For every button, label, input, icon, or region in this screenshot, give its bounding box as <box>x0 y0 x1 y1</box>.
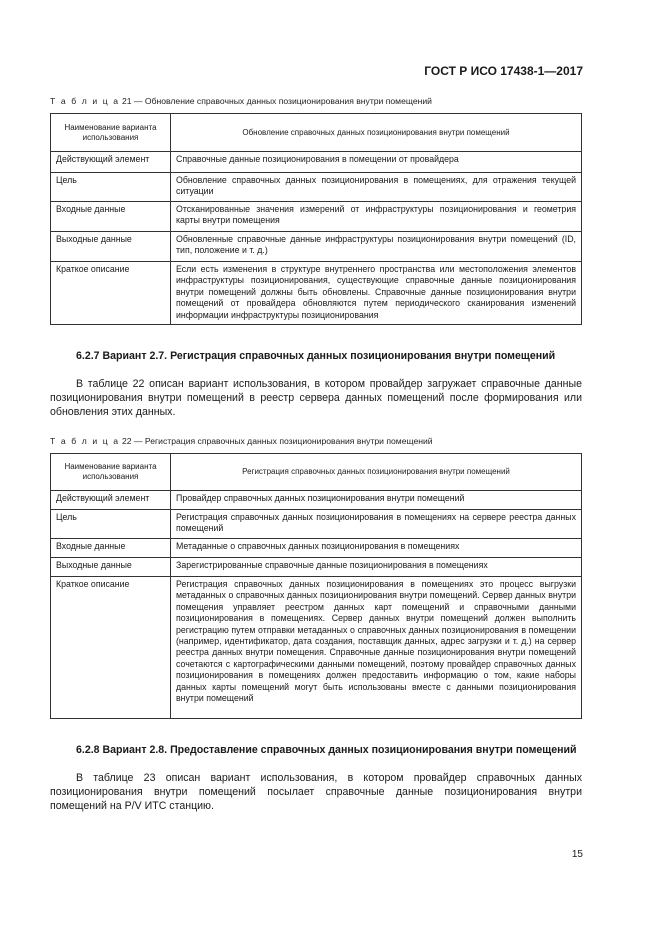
row-value: Регистрация справочных данных позиционирования в помещениях это процесс выгрузки метаданных о справочных данных позиционирования внутри помещений. Сервер данных внутри помещения управляет реестром данных карт помещений и справочными данными позиционирования в помещениях. Сервер данных внутри помещений должен выполнить регистрацию путем отправки метаданных о справочных данных позиционирования в помещении (например, идентификатор, дата создания, поставщик данных, адрес загрузки и т. д.) на сервер реестра данных внутри помещения. Справочные данные позиционирования внутри помещений сочетаются с картографическими данными помещений, поэтому провайдер справочных данных позиционирования в помещениях должен предоставить информацию о том, какие наборы данных карты помещений могут быть использованы вместе с данными позиционирования внутри помещений <box>171 577 582 719</box>
table-22 <box>50 453 582 719</box>
table-row <box>51 577 582 719</box>
table-row <box>51 262 582 325</box>
table-21-caption-prefix: Т а б л и ц а <box>50 96 120 106</box>
section-6-2-7-heading: 6.2.7 Вариант 2.7. Регистрация справочных данных позиционирования внутри помещений <box>76 350 556 362</box>
table-21 <box>50 113 582 325</box>
table-22-caption-text: 22 — Регистрация справочных данных позиционирования внутри помещений <box>119 436 433 446</box>
row-value: Метаданные о справочных данных позиционирования в помещениях <box>171 539 582 558</box>
table-21-caption <box>50 96 432 106</box>
table-header-row <box>51 114 582 152</box>
table-row <box>51 558 582 577</box>
row-value: Отсканированные значения измерений от инфраструктуры позиционирования и геометрия карты внутри помещения <box>171 202 582 232</box>
table-header-cell: Обновление справочных данных позиционирования внутри помещений <box>171 114 582 152</box>
row-value: Зарегистрированные справочные данные позиционирования в помещениях <box>171 558 582 577</box>
row-label: Действующий элемент <box>51 152 171 173</box>
row-value: Обновленные справочные данные инфраструктуры позиционирования внутри помещений (ID, тип, положение и т. д.) <box>171 232 582 262</box>
page-number: 15 <box>571 849 583 860</box>
row-label: Выходные данные <box>51 232 171 262</box>
row-value: Регистрация справочных данных позиционирования в помещениях на сервере реестра данных помещений <box>171 510 582 539</box>
table-row <box>51 510 582 539</box>
row-label: Краткое описание <box>51 262 171 325</box>
row-label: Выходные данные <box>51 558 171 577</box>
table-row <box>51 491 582 510</box>
row-value: Обновление справочных данных позиционирования в помещениях, для отражения текущей ситуации <box>171 173 582 202</box>
document-standard-header: ГОСТ Р ИСО 17438-1—2017 <box>424 64 583 78</box>
table-row <box>51 539 582 558</box>
table-header-cell: Наименование варианта использования <box>51 114 171 152</box>
row-label: Входные данные <box>51 202 171 232</box>
table-22-caption <box>50 436 433 446</box>
row-label: Входные данные <box>51 539 171 558</box>
section-6-2-8-paragraph: В таблице 23 описан вариант использования, в котором провайдер справочных данных позиционирования внутри помещений посылает справочные данные позиционирования внутри помещений на P/V ИТС станцию. <box>50 772 582 812</box>
table-row <box>51 173 582 202</box>
table-22-caption-prefix: Т а б л и ц а <box>50 436 120 446</box>
section-6-2-7-paragraph: В таблице 22 описан вариант использования, в котором провайдер загружает справочные данные позиционирования внутри помещений в реестр сервера данных помещений после формирования или обновления этих данных. <box>50 378 582 418</box>
table-row <box>51 202 582 232</box>
table-21-caption-text: 21 — Обновление справочных данных позиционирования внутри помещений <box>119 96 432 106</box>
row-label: Цель <box>51 173 171 202</box>
row-value: Если есть изменения в структуре внутреннего пространства или местоположения элементов инфраструктуры позиционирования, существующие справочные данные позиционирования внутри помещений должны быть обновлены. Справочные данные позиционирования внутри помещений от провайдера обновляются путем периодического сканирования изменений информации инфраструктуры позиционирования <box>171 262 582 325</box>
row-label: Цель <box>51 510 171 539</box>
table-header-row <box>51 454 582 491</box>
row-label: Действующий элемент <box>51 491 171 510</box>
table-row <box>51 152 582 173</box>
row-value: Провайдер справочных данных позиционирования внутри помещений <box>171 491 582 510</box>
table-header-cell: Регистрация справочных данных позиционирования внутри помещений <box>171 454 582 491</box>
table-row <box>51 232 582 262</box>
section-6-2-8-heading: 6.2.8 Вариант 2.8. Предоставление справочных данных позиционирования внутри помещений <box>76 744 577 756</box>
row-value: Справочные данные позиционирования в помещении от провайдера <box>171 152 582 173</box>
row-label: Краткое описание <box>51 577 171 719</box>
table-header-cell: Наименование варианта использования <box>51 454 171 491</box>
